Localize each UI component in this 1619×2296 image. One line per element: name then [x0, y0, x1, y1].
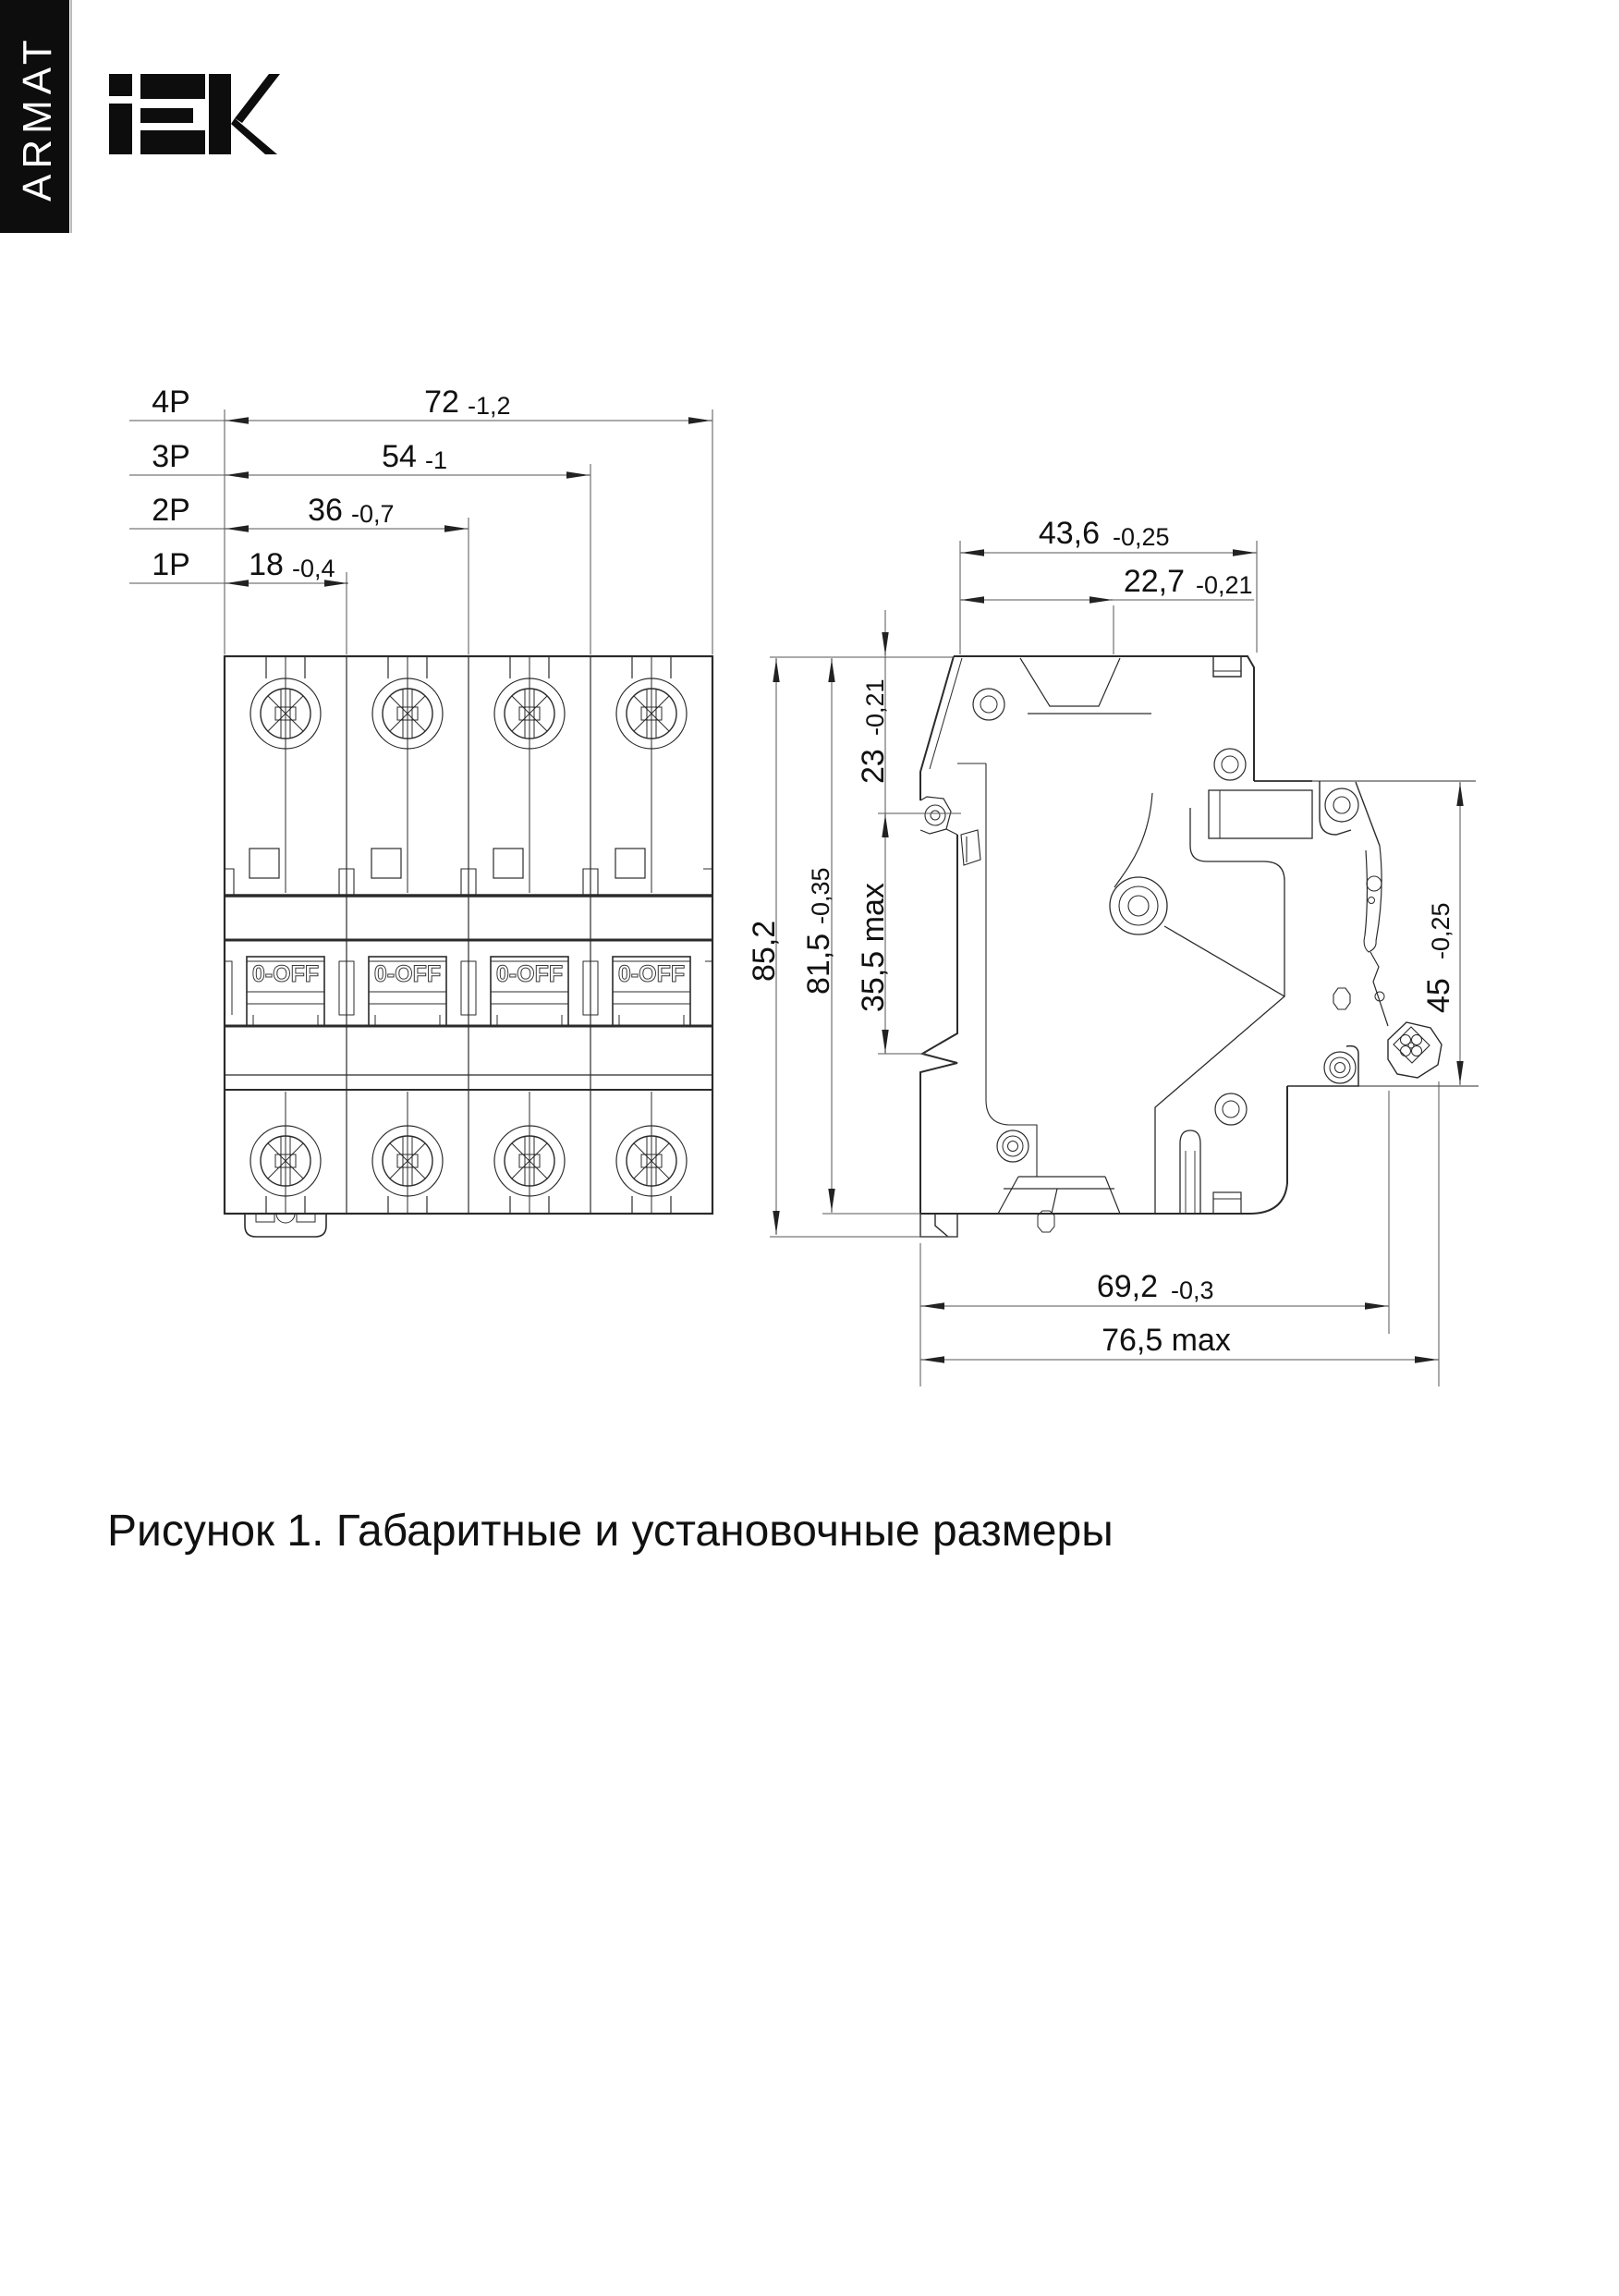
pole-label-1p: 1P [152, 547, 190, 582]
toggle-handle [247, 957, 324, 1026]
front-view-dimension-labels [152, 385, 510, 582]
dim-3p-tol: -1 [425, 446, 448, 474]
dim-2p-tol: -0,7 [351, 500, 395, 528]
pole-unit [491, 656, 568, 1214]
dim-1p-value: 18 [249, 547, 284, 582]
dim-1p-tol: -0,4 [292, 555, 335, 582]
pole-label-2p: 2P [152, 493, 190, 528]
dim-depth-value: 69,2 [1096, 1269, 1158, 1304]
pole-unit [369, 656, 446, 1214]
toggle-label: 0-OFF [251, 961, 320, 987]
dim-4p-tol: -1,2 [468, 392, 511, 420]
dim-3p-value: 54 [382, 439, 417, 474]
pole-unit [247, 656, 324, 1214]
dim-depth-tol: -0,3 [1171, 1276, 1214, 1304]
dim-rail-offset-tol: -0,21 [1196, 571, 1253, 599]
figure-caption: Рисунок 1. Габаритные и установочные размеры [107, 1507, 1114, 1556]
side-view [920, 656, 1479, 1237]
iek-logo-icon [109, 74, 280, 154]
side-view-dimension-labels [747, 516, 1456, 1358]
dim-depth-max: 76,5 max [1102, 1323, 1231, 1358]
dim-23-value: 23 [856, 749, 891, 784]
dim-4p-value: 72 [424, 385, 459, 420]
header [0, 0, 280, 233]
dim-body-height-tol: -0,35 [807, 867, 834, 924]
armat-series-label: ARMAT [15, 34, 60, 202]
dim-rail-depth-tol: -0,25 [1427, 902, 1455, 959]
dim-rail-offset-value: 22,7 [1123, 564, 1185, 599]
pole-unit [613, 656, 690, 1214]
dim-2p-value: 36 [308, 493, 343, 528]
dim-latch-zone: 35,5 max [856, 883, 891, 1012]
dim-rail-depth-value: 45 [1421, 978, 1456, 1013]
dim-23-tol: -0,21 [861, 678, 889, 736]
front-view [225, 656, 712, 1237]
dim-width-tol: -0,25 [1113, 523, 1170, 551]
pole-label-4p: 4P [152, 385, 190, 420]
pole-label-3p: 3P [152, 439, 190, 474]
din-latch-head [1388, 1022, 1442, 1078]
dim-width-value: 43,6 [1038, 516, 1100, 551]
front-view-dimensions [129, 409, 712, 654]
din-clip [245, 1214, 326, 1237]
dim-overall-height: 85,2 [747, 920, 782, 982]
dim-body-height-value: 81,5 [801, 933, 836, 995]
